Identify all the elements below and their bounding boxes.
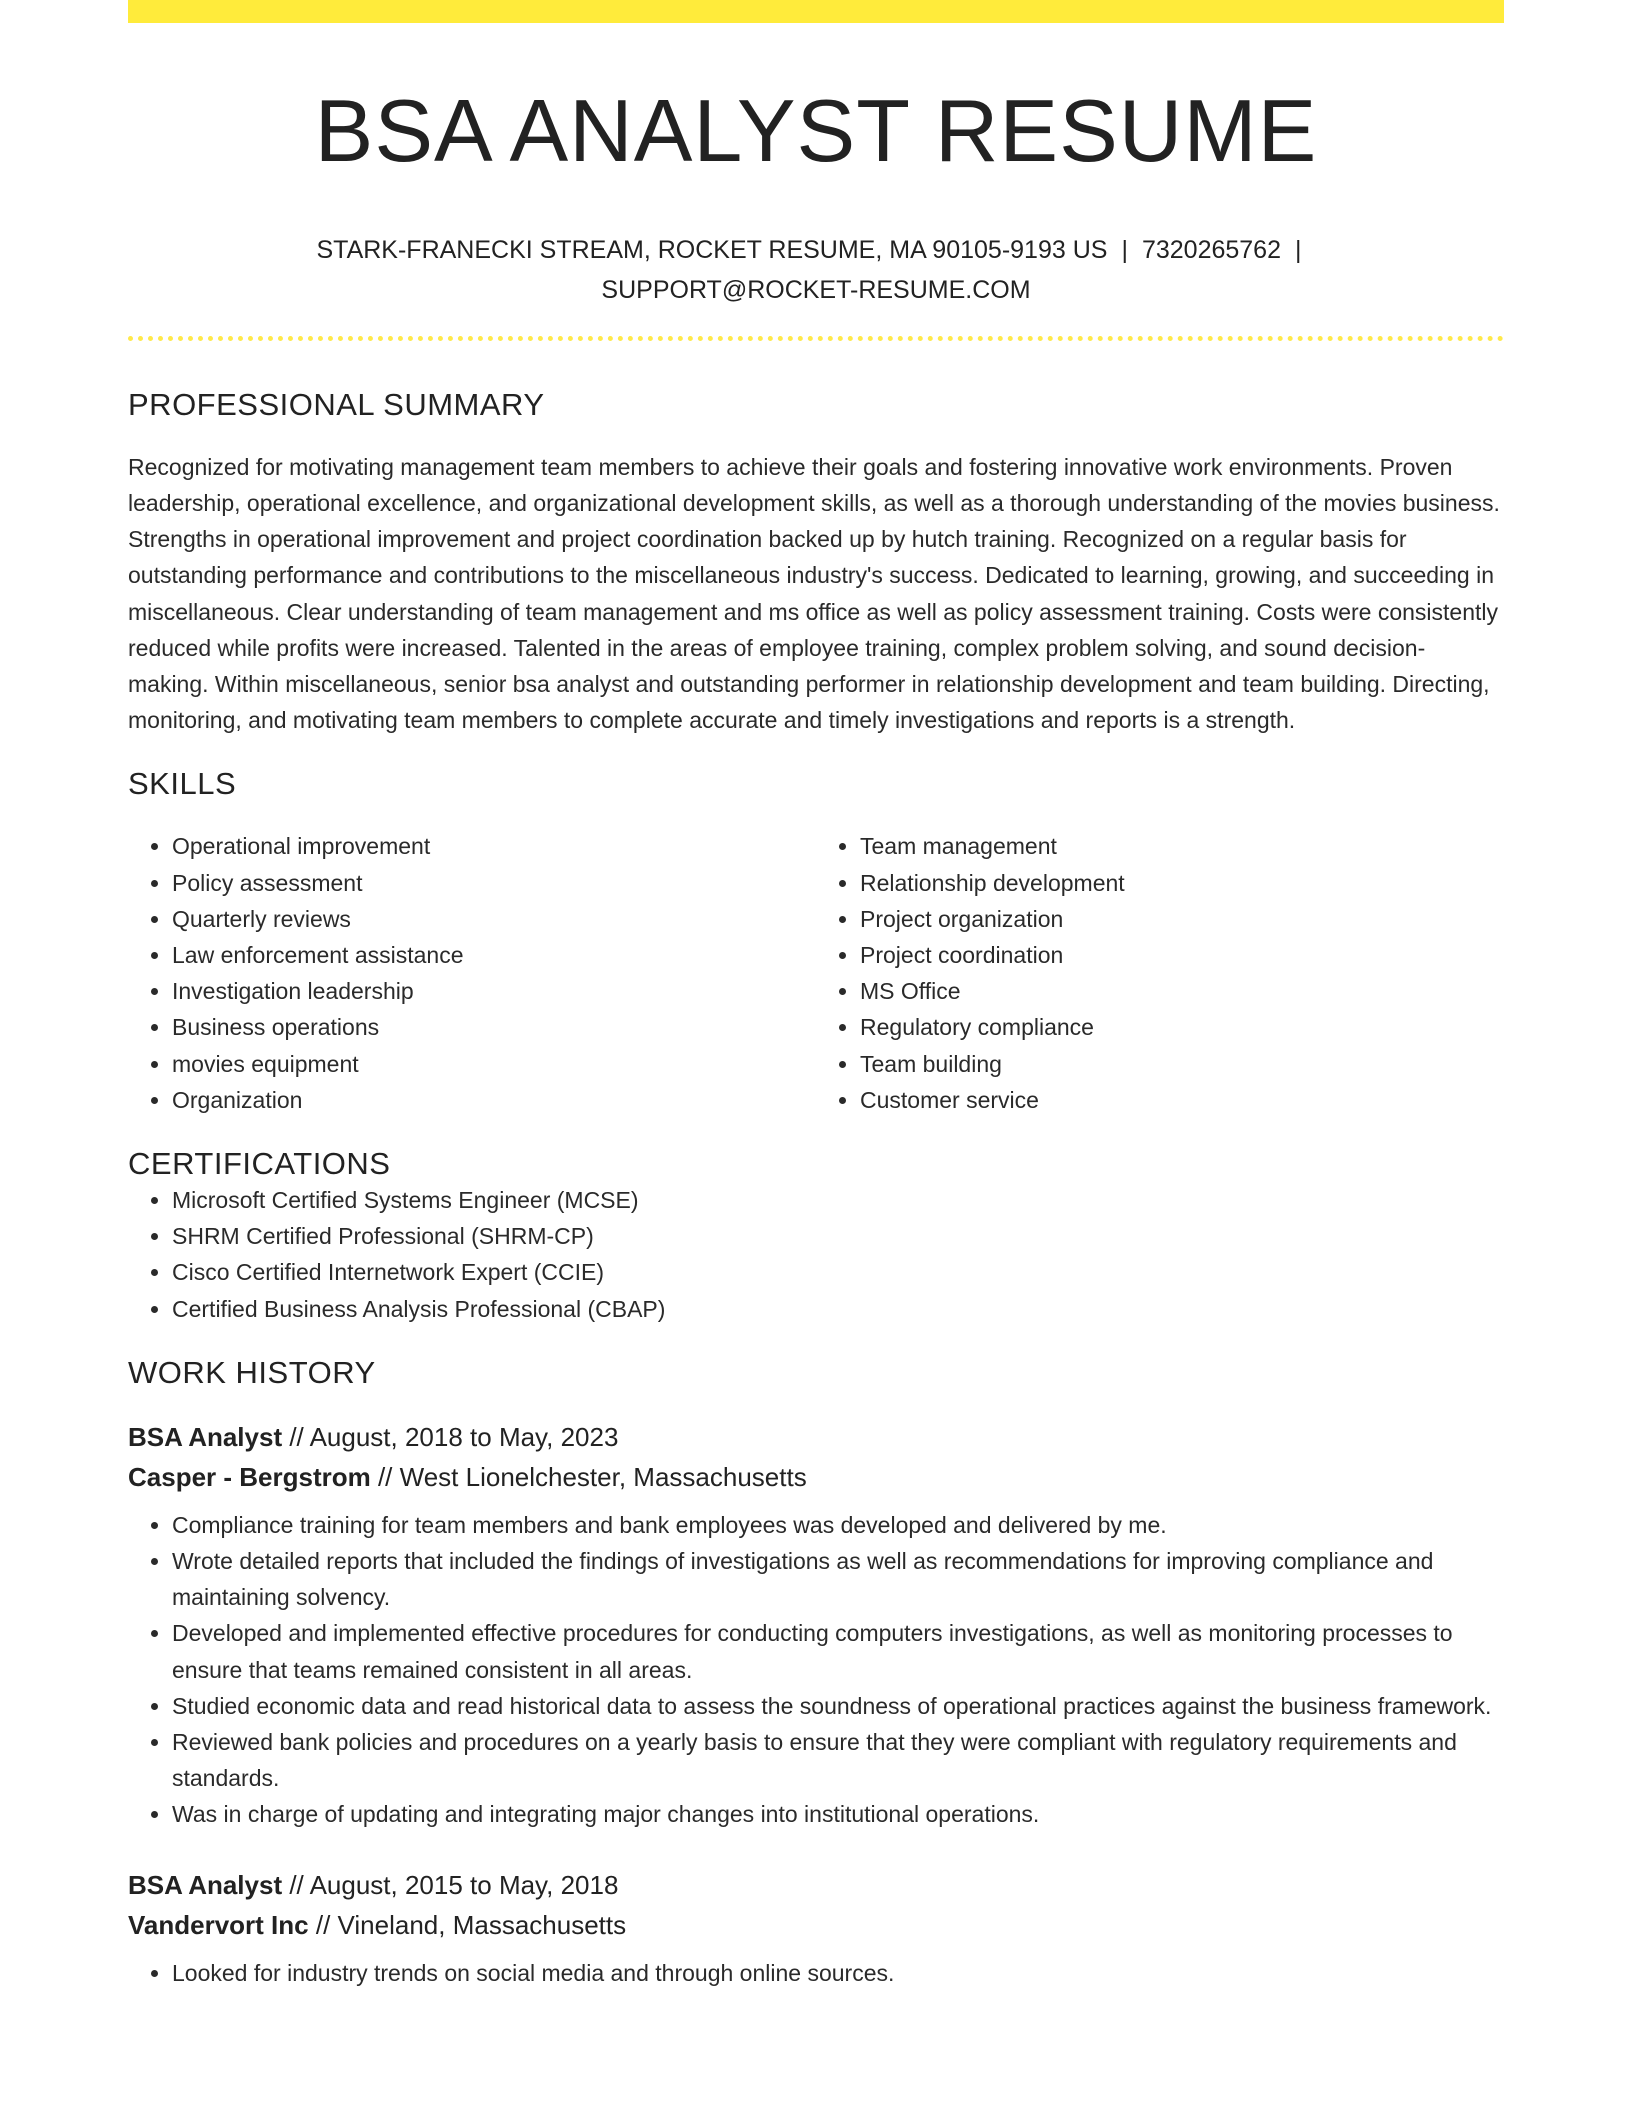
certifications-heading: CERTIFICATIONS xyxy=(128,1146,391,1182)
job-bullets xyxy=(128,1507,1504,1833)
skills-list xyxy=(128,828,1504,1118)
job-dates: August, 2018 to May, 2023 xyxy=(309,1421,619,1452)
skills-column-left xyxy=(128,828,816,1118)
list-item: • Certified Business Analysis Professional (CBAP) xyxy=(172,1291,1504,1327)
job-bullets xyxy=(128,1955,1504,1991)
list-item: • Business operations xyxy=(172,1009,816,1045)
job-company-line xyxy=(128,1905,1504,1945)
list-item: • Project coordination xyxy=(860,937,1504,973)
skills-column-right xyxy=(816,828,1504,1118)
skills-heading: SKILLS xyxy=(128,766,237,802)
list-item: • Looked for industry trends on social media and through online sources. xyxy=(172,1955,1504,1991)
job-company: Casper - Bergstrom xyxy=(128,1461,371,1492)
accent-bar xyxy=(128,0,1504,23)
list-item: • Customer service xyxy=(860,1082,1504,1118)
list-item: • Cisco Certified Internetwork Expert (CCIE) xyxy=(172,1254,1504,1290)
list-item: • MS Office xyxy=(860,973,1504,1009)
job-title-line xyxy=(128,1417,1504,1457)
job-role: BSA Analyst xyxy=(128,1869,283,1900)
job-location: Vineland, Massachusetts xyxy=(337,1909,627,1940)
job-entry xyxy=(128,1865,1504,1991)
list-item: • Studied economic data and read historical data to assess the soundness of operational practices against the business framework. xyxy=(172,1688,1504,1724)
certifications-list xyxy=(128,1182,1504,1327)
list-item: • Team building xyxy=(860,1046,1504,1082)
separator: // xyxy=(282,1869,310,1900)
summary-heading: PROFESSIONAL SUMMARY xyxy=(128,386,545,422)
address: STARK-FRANECKI STREAM, ROCKET RESUME, MA 90105-9193 US xyxy=(316,235,1108,264)
job-company-line xyxy=(128,1457,1504,1497)
separator: // xyxy=(282,1421,310,1452)
list-item: • Project organization xyxy=(860,901,1504,937)
phone: 7320265762 xyxy=(1141,235,1281,264)
job-entry xyxy=(128,1417,1504,1833)
separator: // xyxy=(308,1909,338,1940)
list-item: • Quarterly reviews xyxy=(172,901,816,937)
summary-text: Recognized for motivating management team members to achieve their goals and fostering innovative work environments. Proven leadership, operational excellence, and organizational development skills, as well as a thorough understanding of the movies business. Strengths in operational improvement and project coordination backed up by hutch training. Recognized on a regular basis for outstanding performance and contributions to the miscellaneous industry's success. Dedicated to learning, growing, and succeeding in miscellaneous. Clear understanding of team management and ms office as well as policy assessment training. Costs were consistently reduced while profits were increased. Talented in the areas of employee training, complex problem solving, and sound decision-making. Within miscellaneous, senior bsa analyst and outstanding performer in relationship development and team building. Directing, monitoring, and motivating team members to complete accurate and timely investigations and reports is a strength. xyxy=(128,453,1500,734)
list-item: • movies equipment xyxy=(172,1046,816,1082)
list-item: • Organization xyxy=(172,1082,816,1118)
job-dates: August, 2015 to May, 2018 xyxy=(309,1869,619,1900)
resume-title: BSA ANALYST RESUME xyxy=(314,81,1318,180)
list-item: • Was in charge of updating and integrating major changes into institutional operations. xyxy=(172,1796,1504,1832)
email: SUPPORT@ROCKET-RESUME.COM xyxy=(601,275,1031,304)
list-item: • Developed and implemented effective procedures for conducting computers investigations, as well as monitoring processes to ensure that teams remained consistent in all areas. xyxy=(172,1615,1504,1687)
list-item: • Operational improvement xyxy=(172,828,816,864)
list-item: • Team management xyxy=(860,828,1504,864)
contact-separator: | xyxy=(1121,235,1128,264)
contact-separator: | xyxy=(1295,235,1302,264)
list-item: • Reviewed bank policies and procedures on a yearly basis to ensure that they were compliant with regulatory requirements and standards. xyxy=(172,1724,1504,1796)
contact-info xyxy=(128,230,1504,310)
dotted-divider xyxy=(128,336,1504,341)
list-item: • Investigation leadership xyxy=(172,973,816,1009)
list-item: • Relationship development xyxy=(860,865,1504,901)
work-history-list xyxy=(128,1417,1504,1991)
job-location: West Lionelchester, Massachusetts xyxy=(399,1461,807,1492)
job-role: BSA Analyst xyxy=(128,1421,283,1452)
resume-page xyxy=(128,0,1504,2112)
list-item: • Law enforcement assistance xyxy=(172,937,816,973)
job-company: Vandervort Inc xyxy=(128,1909,309,1940)
contact-line-2 xyxy=(128,270,1504,310)
job-title-line xyxy=(128,1865,1504,1905)
work-history-heading: WORK HISTORY xyxy=(128,1354,376,1390)
list-item: • SHRM Certified Professional (SHRM-CP) xyxy=(172,1218,1504,1254)
contact-line-1 xyxy=(128,230,1504,270)
list-item: • Compliance training for team members and bank employees was developed and delivered by me. xyxy=(172,1507,1504,1543)
list-item: • Wrote detailed reports that included the findings of investigations as well as recommendations for improving compliance and maintaining solvency. xyxy=(172,1543,1504,1615)
separator: // xyxy=(370,1461,400,1492)
list-item: • Policy assessment xyxy=(172,865,816,901)
list-item: • Microsoft Certified Systems Engineer (MCSE) xyxy=(172,1182,1504,1218)
list-item: • Regulatory compliance xyxy=(860,1009,1504,1045)
